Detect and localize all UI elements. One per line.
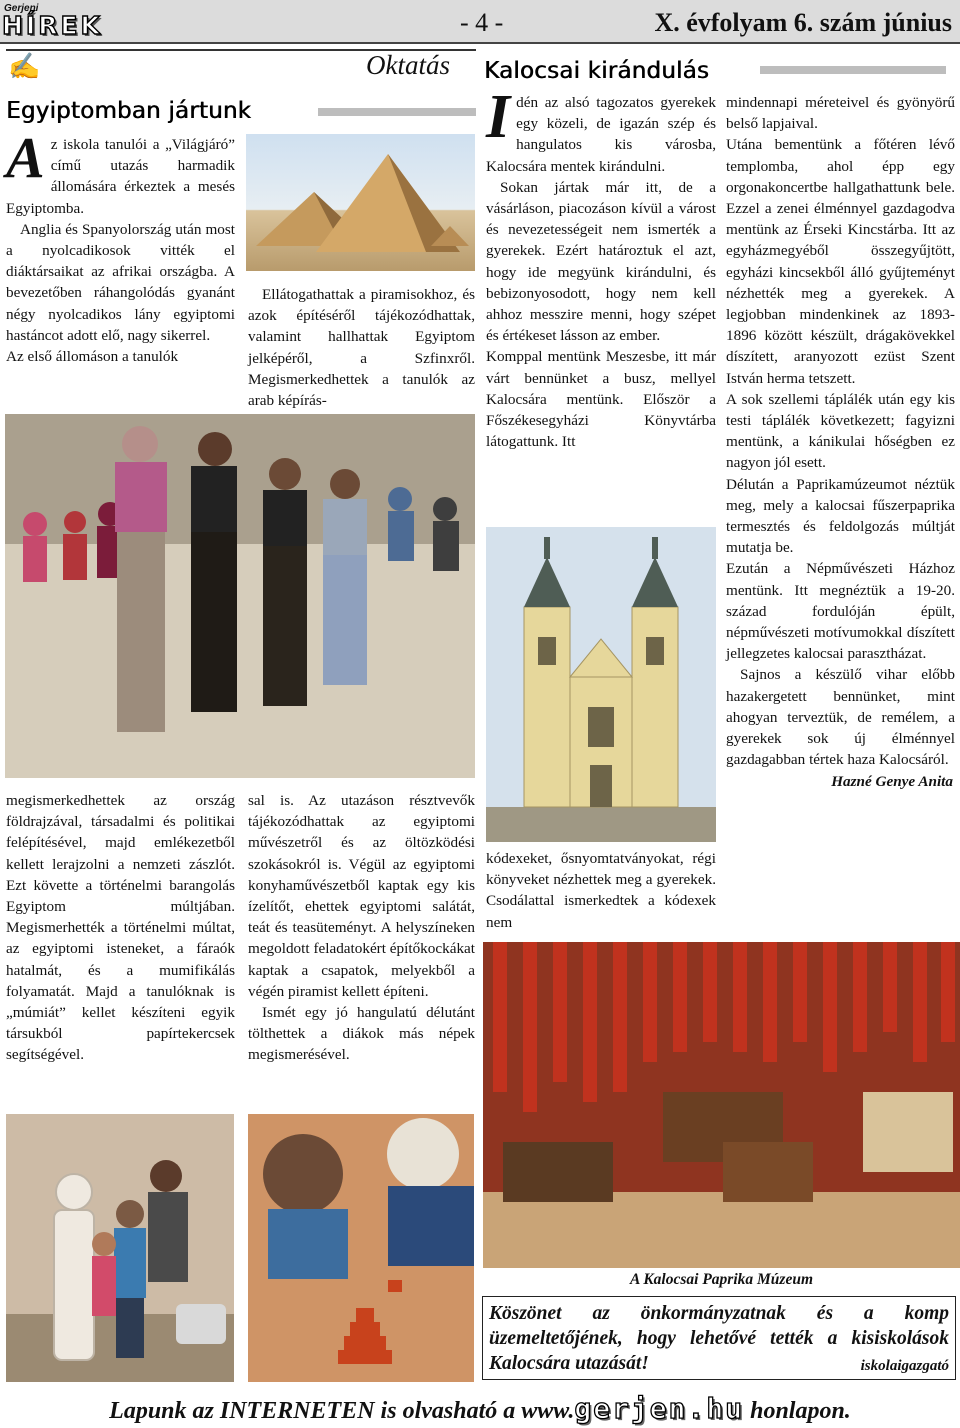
kalocsa-paragraph: kódexeket, ősnyomtatványokat, régi könyveket nézhettek meg a gyerekek. Csodálattal ismerkedtek a kódexek nem — [486, 850, 716, 931]
kalocsa-paragraph: mindennapi méreteivel és gyönyörű belső lapjaival. — [726, 94, 955, 133]
footer — [0, 1392, 960, 1428]
thanks-box — [482, 1296, 956, 1380]
thanks-text: Köszönet az önkormányzatnak és a komp üzemeltetőjének, hogy lehetővé tették a kisiskolások Kalocsára utazását! — [489, 1303, 949, 1374]
pyramids-photo — [246, 134, 475, 271]
issue-info: X. évfolyam 6. szám június — [654, 8, 952, 37]
belly-dance-photo — [5, 414, 475, 778]
kalocsa-paragraph: A sok szellemi táplálék után egy kis testi táplálék következett; fagyizni mentünk, a kánikulai hőségben ez nagyon jól esett. — [726, 390, 955, 472]
kalocsa-paragraph: Sajnos a készülő vihar előbb hazakergetett bennünket, mint ahogyan terveztük, de remélem, a gyerekek sok új élménnyel gazdagabban tértek haza Kalocsáról. — [726, 666, 955, 769]
title-rule — [318, 108, 476, 116]
egypt-col1-bottom — [6, 790, 235, 1066]
museum-caption: A Kalocsai Paprika Múzeum — [629, 1271, 814, 1288]
kalocsa-article-title: Kalocsai kirándulás — [484, 58, 709, 84]
masthead-title: HÍREK — [2, 11, 103, 40]
egypt-paragraph: z iskola tanulói a „Világjáró” című utazás harmadik állomására érkeztek a mesés Egyiptomba. — [6, 136, 235, 217]
page-number: - 4 - — [460, 8, 504, 37]
egypt-paragraph: sal is. Az utazáson résztvevők tájékozódhattak az egyiptomi művészetről és az öltözködési szokásokról is. Végül az egyiptomi konyhaművészetből kaptak egy kis ízelítőt, ehettek egyiptomi salátát, teát és teasüteményt. A helyszíneken megoldott feladatokért építőkockákat kaptak a csapatok, melyekből a végén piramist kellett építeni. — [248, 792, 475, 1000]
pyramid-building-photo — [248, 1114, 474, 1382]
kalocsa-paragraph: Délután a Paprikamúzeumot néztük meg, mely a kalocsai fűszerpaprika termesztés és feldolgozás múltját mutatja be. — [726, 475, 955, 557]
kalocsa-dropcap: I — [486, 83, 511, 151]
cathedral-photo — [486, 527, 716, 842]
pencil-icon: ✍ — [8, 52, 41, 81]
egypt-paragraph: Az első állomáson a tanulók — [6, 348, 179, 366]
kalocsa-paragraph: Komppal mentünk Meszesbe, itt már várt bennünket a busz, mellyel Kalocsára mentünk. Először a Főszékesegyházi Könyvtárba látogattunk. Itt — [486, 348, 716, 451]
masthead-small-label: Gerjeni — [4, 3, 39, 14]
kalocsa-col3-top — [486, 83, 716, 452]
section-label: Oktatás — [366, 50, 450, 80]
paprika-museum-photo — [483, 942, 960, 1268]
kalocsa-paragraph: dén az alsó tagozatos gyerekek egy közeli, de igazán szép és hangulatos kis városba, Kalocsára mentek kirándulni. — [486, 94, 716, 175]
footer-text-before: Lapunk az INTERNETEN is olvasható a www. — [109, 1398, 575, 1424]
footer-domain-link[interactable]: gerjen.hu — [574, 1392, 745, 1425]
egypt-paragraph: Ismét egy jó hangulatú délutánt tölthettek a diákok más népek megismerésével. — [248, 1004, 475, 1064]
egypt-paragraph: Anglia és Spanyolország után most a nyolcadikosok vitték el diáktársaikat az afrikai országba. A bevezetőben ráhangolódás gyanánt négy nyolcadikos lány egyiptomi hastáncot adott elő, nagy sikerrel. — [6, 220, 235, 344]
footer-text-after: honlapon. — [744, 1398, 851, 1424]
kalocsa-paragraph: Ezután a Népművészeti Házhoz mentünk. Itt megnéztük a 19-20. század fordulóján épült, népművészeti motívumokkal díszített jellegzetes kalocsai parasztházat. — [726, 560, 955, 663]
author-signature: Hazné Genye Anita — [831, 772, 953, 790]
egypt-col1-top — [6, 125, 235, 367]
egypt-article-title: Egyiptomban jártunk — [6, 98, 252, 124]
kalocsa-col3-bottom — [486, 848, 716, 933]
thanks-signature: iskolaigazgató — [860, 1358, 949, 1374]
egypt-col2-bottom — [248, 790, 475, 1066]
egypt-col2-top — [248, 284, 475, 411]
kalocsa-col4 — [726, 92, 955, 792]
mummy-photo — [6, 1114, 234, 1382]
title-rule — [760, 66, 946, 74]
kalocsa-paragraph: Utána bementünk a főtéren lévő templomba, ahol épp egy orgonakoncertbe hallgathattunk bele. Ezzel a zenei élménnyel gazdagodva mentünk az Érseki Kincstárba. Itt az egyházmegyéből összegyűjtött, egyházi kincsekből álló gyűjteményt nézhették meg a gyerekek. A legjobban mindenkinek az 1893-1896 között készült, drágakövekkel díszített, aranyozott ezüst Szent István herma tetszett. — [726, 136, 955, 387]
egypt-paragraph: megismerkedhettek az ország földrajzával, társadalmi és politikai felépítésével, majd emlékezetből kellett lerajzolni a nemzeti zászlót. Ezt követte a történelmi barangolás Egyiptom múltjában. Megismerhették a történelmi múltat, az egyiptomi isteneket, a fáraók hatalmát, és a mumifikálás folyamatát. Majd a tanulóknak is „múmiát” kellet készíteni egyik társukból papírtekercsek segítségével. — [6, 792, 235, 1064]
egypt-paragraph: Ellátogathattak a piramisokhoz, és azok építéséről tájékozódhattak, valamint hallhattak Egyiptom jelképéről, a Szfinxről. Megismerkedhettek a tanulók az arab képírás- — [248, 286, 475, 410]
egypt-dropcap: A — [6, 125, 45, 190]
kalocsa-paragraph: Sokan jártak már itt, de a vásárláson, piacozáson kívül a várost és nevezetességeit nem ismerték a gyerekek. Ezért határoztuk el azt, hogy ide megyünk kirándulni, és bebizonyosodott, hogy nem kell ahhoz messzire menni, hogy szépet és értékeset lásson az ember. — [486, 178, 716, 345]
masthead-logo — [2, 3, 170, 39]
